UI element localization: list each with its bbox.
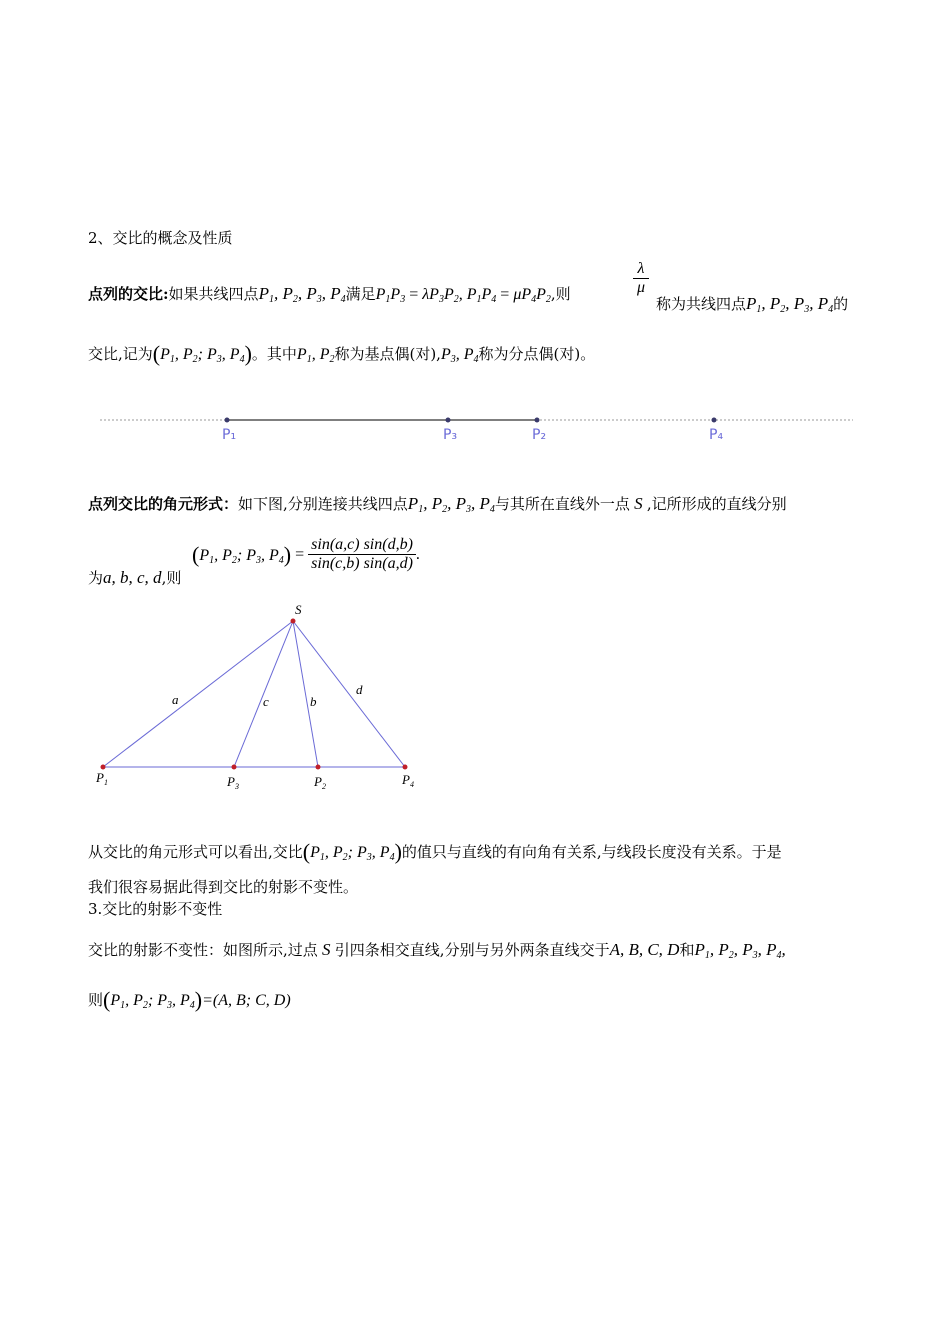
term-label: 点列交比的角元形式： bbox=[88, 495, 239, 513]
label-c: c bbox=[263, 694, 269, 709]
text: 称为基点偶(对), bbox=[334, 345, 441, 363]
math-cross-ratio-notation: ($P_1$, $P_2$; $P_3$, $P_4$) bbox=[302, 839, 402, 864]
point-p2 bbox=[316, 765, 321, 770]
text: 从交比的角元形式可以看出,交比 bbox=[88, 843, 303, 861]
math-points: $P_1$, $P_2$, $P_3$, $P_4$ bbox=[746, 294, 834, 315]
math-points: $P_1$, $P_2$, $P_3$, $P_4$ bbox=[407, 494, 495, 515]
math-base-pair: $P_1$, $P_2$ bbox=[296, 346, 335, 365]
projective-invariance-line2 bbox=[88, 987, 291, 1012]
point-p4 bbox=[712, 418, 717, 423]
point-p3 bbox=[446, 418, 451, 423]
math-cross-ratio-notation: ($P_1$, $P_2$; $P_3$, $P_4$) bbox=[103, 987, 203, 1012]
collinear-points-figure bbox=[95, 405, 860, 455]
text: ,则 bbox=[161, 569, 182, 587]
math-lambda-over-mu: λ μ bbox=[633, 260, 649, 297]
point-p1 bbox=[101, 765, 106, 770]
angle-form-formula: ($P_1$, $P_2$; $P_3$, $P_4$) = $\frac{\sin(a,c) \sin(d,b)}{\sin(c,b) \sin(a,d)}$ . bbox=[192, 536, 420, 572]
text: ,则 bbox=[550, 285, 571, 303]
formula-denominator: sin(c,b) sin(a,d) bbox=[311, 555, 413, 572]
point-s bbox=[291, 619, 296, 624]
section-3-heading: 3.交比的射影不变性 bbox=[88, 900, 223, 918]
label-p3: P₃ bbox=[443, 427, 458, 443]
term-label: 交比的射影不变性： bbox=[88, 941, 224, 959]
label-a: a bbox=[172, 692, 179, 707]
text: 如下图,分别连接共线四点 bbox=[238, 495, 408, 513]
section-2-heading: 2、交比的概念及性质 bbox=[88, 229, 233, 247]
label-p3: $P_3$ bbox=[227, 774, 239, 791]
text: 的值只与直线的有向角有关系,与线段长度没有关系。于是 bbox=[401, 843, 782, 861]
angle-form-line1 bbox=[88, 494, 787, 514]
math-division-pair: $P_3$, $P_4$ bbox=[440, 346, 479, 365]
invariance-remark-line1 bbox=[88, 839, 782, 864]
definition-cross-ratio-line2 bbox=[88, 341, 596, 366]
math-cross-ratio-notation: ($P_1$, $P_2$; $P_3$, $P_4$) bbox=[192, 541, 292, 567]
point-p4 bbox=[403, 765, 408, 770]
label-p4: P₄ bbox=[709, 427, 724, 443]
text: 。其中 bbox=[251, 345, 297, 363]
formula-numerator: sin(a,c) sin(d,b) bbox=[308, 536, 416, 555]
text: 为 bbox=[88, 569, 104, 587]
text: 引四条相交直线,分别与另外两条直线交于 bbox=[334, 941, 610, 959]
invariance-remark-line2: 我们很容易据此得到交比的射影不变性。 bbox=[88, 878, 359, 896]
text: 满足 bbox=[345, 285, 376, 303]
text: 称为分点偶(对)。 bbox=[478, 345, 596, 363]
math-S: S bbox=[629, 494, 647, 513]
definition-cross-ratio-line1 bbox=[88, 284, 571, 305]
point-p2 bbox=[535, 418, 540, 423]
term-label: 点列的交比: bbox=[88, 285, 169, 303]
math-condition: $P_1P_3 = \lambda P_3P_2$, $P_1P_4 = \mu P_4P_2$ bbox=[375, 286, 551, 305]
math-points: $P_1$, $P_2$, $P_3$, $P_4$, bbox=[694, 940, 786, 961]
text: 与其所在直线外一点 bbox=[494, 495, 630, 513]
math-cross-ratio-notation: ($P_1$, $P_2$; $P_3$, $P_4$) bbox=[152, 341, 252, 366]
text: 称为共线四点 bbox=[656, 295, 747, 313]
label-s: S bbox=[295, 602, 302, 617]
angle-form-line2 bbox=[88, 568, 181, 588]
label-p1: P₁ bbox=[222, 427, 237, 443]
text: ,记所形成的直线分别 bbox=[646, 495, 787, 513]
label-p2: $P_2$ bbox=[314, 774, 326, 791]
point-p1 bbox=[225, 418, 230, 423]
label-p4: $P_4$ bbox=[402, 772, 414, 789]
point-p3 bbox=[232, 765, 237, 770]
math-points-abcd: A, B, C, D bbox=[609, 940, 680, 959]
math-lines: a, b, c, d bbox=[103, 568, 162, 587]
text: 如果共线四点 bbox=[168, 285, 259, 303]
math-S: S bbox=[317, 940, 335, 959]
math-points: $P_1$, $P_2$, $P_3$, $P_4$ bbox=[258, 284, 346, 305]
label-b: b bbox=[310, 694, 317, 709]
math-fraction bbox=[308, 536, 416, 573]
projective-invariance-line1 bbox=[88, 940, 786, 960]
label-p2: P₂ bbox=[532, 427, 547, 443]
label-d: d bbox=[356, 682, 363, 697]
text: 交比,记为 bbox=[88, 345, 153, 363]
definition-cross-ratio-line1b bbox=[656, 294, 848, 314]
text: 和 bbox=[679, 941, 695, 959]
label-p1: $P_1$ bbox=[96, 770, 108, 787]
text: 则 bbox=[88, 991, 104, 1009]
math-rhs: =(A, B; C, D) bbox=[202, 992, 291, 1009]
text: 如图所示,过点 bbox=[223, 941, 318, 959]
angle-form-figure bbox=[88, 600, 428, 800]
text: 的 bbox=[833, 295, 849, 313]
